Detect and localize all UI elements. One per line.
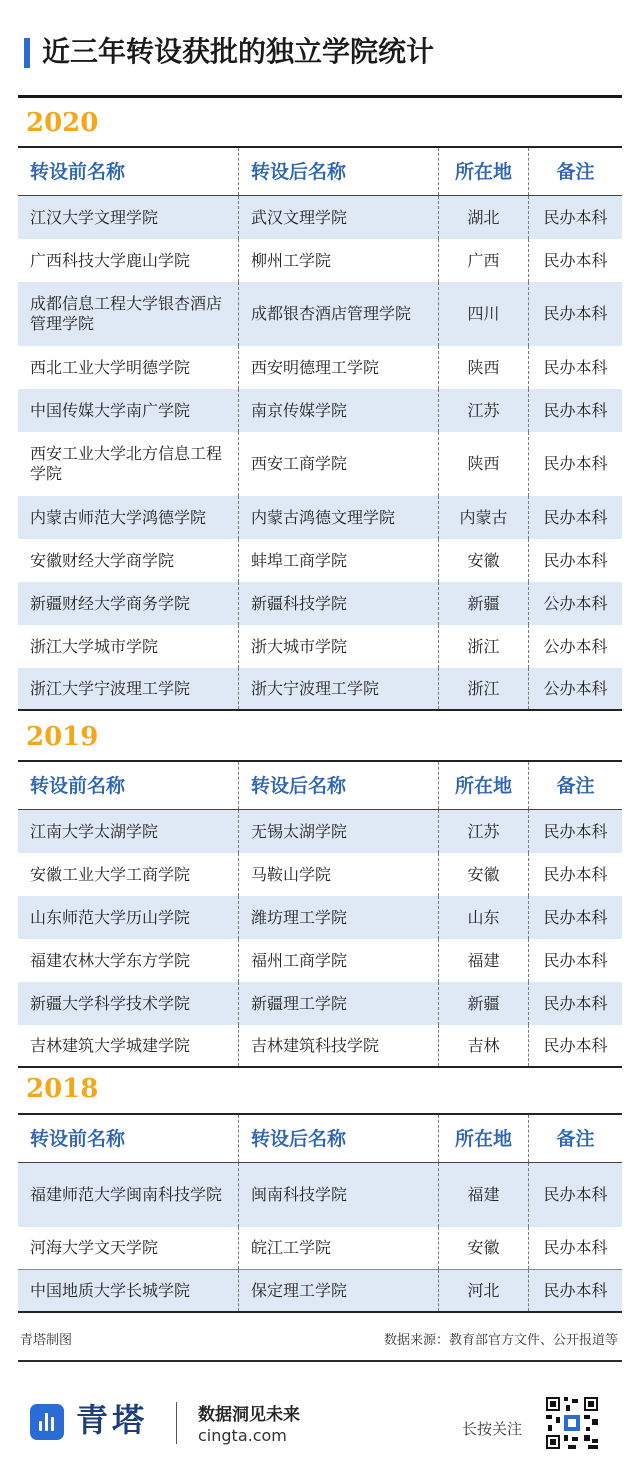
cell-location: 浙江: [438, 625, 528, 668]
table-2018: [18, 1113, 622, 1313]
table-row: [18, 939, 622, 982]
cell-location: 陕西: [438, 432, 528, 496]
brand-footer: [0, 1362, 640, 1480]
cell-before-name: 中国地质大学长城学院: [30, 1280, 191, 1300]
cell-location: 河北: [438, 1270, 528, 1311]
table-header-row: [18, 760, 622, 810]
cell-after-name: 内蒙古鸿德文理学院: [238, 496, 438, 539]
cell-location: 安徽: [438, 539, 528, 582]
cell-remark: 公办本科: [528, 625, 622, 668]
waveform-icon: [30, 1404, 64, 1440]
cell-remark: 民办本科: [528, 539, 622, 582]
cell-after-name: 南京传媒学院: [238, 389, 438, 432]
cell-after-name: 武汉文理学院: [238, 196, 438, 239]
cell-location: 吉林: [438, 1025, 528, 1066]
cell-location: 湖北: [438, 196, 528, 239]
table-row: [18, 1227, 622, 1270]
table-row: [18, 196, 622, 239]
cell-remark: 民办本科: [528, 1163, 622, 1227]
cell-after-name: 柳州工学院: [238, 239, 438, 282]
year-heading-2018: 2018: [26, 1074, 99, 1104]
table-row: [18, 810, 622, 853]
table-row: [18, 496, 622, 539]
cell-before-name: 浙江大学城市学院: [30, 636, 159, 656]
table-row: [18, 1025, 622, 1068]
cell-location: 新疆: [438, 582, 528, 625]
table-row: [18, 582, 622, 625]
cell-before-name: 浙江大学宁波理工学院: [30, 678, 191, 698]
column-header-remark: 备注: [528, 762, 622, 809]
cell-before-name: 吉林建筑大学城建学院: [30, 1035, 191, 1055]
column-header-location: 所在地: [438, 148, 528, 195]
column-header-after-name: 转设后名称: [238, 762, 438, 809]
cell-remark: 民办本科: [528, 1270, 622, 1311]
cell-remark: 民办本科: [528, 982, 622, 1025]
cell-after-name: 马鞍山学院: [238, 853, 438, 896]
cell-remark: 民办本科: [528, 346, 622, 389]
cell-location: 安徽: [438, 853, 528, 896]
title-accent-bar: [24, 38, 30, 68]
cell-after-name: 潍坊理工学院: [238, 896, 438, 939]
brand-divider: [176, 1402, 177, 1444]
column-header-location: 所在地: [438, 762, 528, 809]
table-row: [18, 239, 622, 282]
table-header-row: [18, 1113, 622, 1163]
cell-before-name: 江汉大学文理学院: [30, 207, 159, 227]
cell-remark: 民办本科: [528, 810, 622, 853]
cell-location: 江苏: [438, 810, 528, 853]
cell-remark: 民办本科: [528, 896, 622, 939]
cell-before-name: 中国传媒大学南广学院: [30, 400, 191, 420]
cell-after-name: 西安明德理工学院: [238, 346, 438, 389]
table-row: [18, 346, 622, 389]
table-row: [18, 539, 622, 582]
column-header-remark: 备注: [528, 148, 622, 195]
table-row: [18, 982, 622, 1025]
table-2019: [18, 760, 622, 1068]
cell-after-name: 新疆科技学院: [238, 582, 438, 625]
cell-before-name: 山东师范大学历山学院: [30, 907, 191, 927]
table-row: [18, 853, 622, 896]
column-header-after-name: 转设后名称: [238, 148, 438, 195]
cell-remark: 民办本科: [528, 389, 622, 432]
cell-remark: 民办本科: [528, 239, 622, 282]
cell-location: 安徽: [438, 1227, 528, 1269]
cell-before-name: 福建师范大学闽南科技学院: [30, 1185, 223, 1204]
cell-before-name: 河海大学文天学院: [30, 1238, 159, 1257]
cell-after-name: 新疆理工学院: [238, 982, 438, 1025]
cell-before-name: 新疆财经大学商务学院: [30, 593, 191, 613]
cell-before-name: 内蒙古师范大学鸿德学院: [30, 507, 207, 527]
table-row: [18, 432, 622, 496]
cell-location: 福建: [438, 939, 528, 982]
cell-before-name: 江南大学太湖学院: [30, 821, 159, 841]
cell-remark: 民办本科: [528, 853, 622, 896]
cell-remark: 民办本科: [528, 432, 622, 496]
cell-after-name: 西安工商学院: [238, 432, 438, 496]
table-row: [18, 668, 622, 711]
column-header-before-name: 转设前名称: [30, 1127, 126, 1150]
table-row: [18, 389, 622, 432]
table-header-row: [18, 146, 622, 196]
cell-location: 广西: [438, 239, 528, 282]
cell-remark: 民办本科: [528, 282, 622, 346]
cell-before-name: 西安工业大学北方信息工程学院: [30, 444, 223, 483]
cell-location: 山东: [438, 896, 528, 939]
cell-after-name: 成都银杏酒店管理学院: [238, 282, 438, 346]
cell-remark: 民办本科: [528, 496, 622, 539]
cell-after-name: 浙大宁波理工学院: [238, 668, 438, 709]
column-header-remark: 备注: [528, 1115, 622, 1162]
cell-before-name: 福建农林大学东方学院: [30, 950, 191, 970]
cell-remark: 民办本科: [528, 939, 622, 982]
table-row: [18, 896, 622, 939]
column-header-location: 所在地: [438, 1115, 528, 1162]
chart-credit: 青塔制图: [20, 1333, 73, 1348]
cell-remark: 民办本科: [528, 1227, 622, 1269]
cell-after-name: 闽南科技学院: [238, 1163, 438, 1227]
follow-prompt: 长按关注: [462, 1420, 523, 1438]
cell-after-name: 保定理工学院: [238, 1270, 438, 1311]
brand-name: 青塔: [76, 1401, 149, 1439]
cell-after-name: 福州工商学院: [238, 939, 438, 982]
cell-location: 陕西: [438, 346, 528, 389]
cell-before-name: 安徽财经大学商学院: [30, 550, 175, 570]
cell-location: 福建: [438, 1163, 528, 1227]
cell-before-name: 广西科技大学鹿山学院: [30, 250, 191, 270]
cell-after-name: 浙大城市学院: [238, 625, 438, 668]
table-row: [18, 625, 622, 668]
cell-before-name: 西北工业大学明德学院: [30, 357, 191, 377]
table-row: [18, 1270, 622, 1313]
cell-after-name: 吉林建筑科技学院: [238, 1025, 438, 1066]
cell-remark: 民办本科: [528, 196, 622, 239]
cell-before-name: 安徽工业大学工商学院: [30, 864, 191, 884]
page-header: [18, 30, 622, 98]
table-2020: [18, 146, 622, 711]
cell-before-name: 成都信息工程大学银杏酒店管理学院: [30, 294, 223, 333]
column-header-before-name: 转设前名称: [30, 160, 126, 183]
table-row: [18, 282, 622, 346]
brand-slogan: 数据洞见未来: [198, 1405, 300, 1425]
column-header-before-name: 转设前名称: [30, 774, 126, 797]
year-heading-2020: 2020: [26, 108, 99, 138]
cell-remark: 公办本科: [528, 668, 622, 709]
qr-code-icon[interactable]: [544, 1395, 600, 1451]
cell-remark: 民办本科: [528, 1025, 622, 1066]
year-heading-2019: 2019: [26, 722, 99, 752]
cell-after-name: 皖江工学院: [238, 1227, 438, 1269]
column-header-after-name: 转设后名称: [238, 1115, 438, 1162]
cell-location: 新疆: [438, 982, 528, 1025]
cell-remark: 公办本科: [528, 582, 622, 625]
brand-site[interactable]: cingta.com: [198, 1426, 287, 1445]
cell-location: 浙江: [438, 668, 528, 709]
cell-after-name: 无锡太湖学院: [238, 810, 438, 853]
cell-location: 内蒙古: [438, 496, 528, 539]
table-row: [18, 1163, 622, 1227]
cell-location: 江苏: [438, 389, 528, 432]
cell-after-name: 蚌埠工商学院: [238, 539, 438, 582]
page-title: 近三年转设获批的独立学院统计: [42, 35, 435, 68]
data-source: 数据来源：教育部官方文件、公开报道等: [383, 1333, 618, 1348]
cell-location: 四川: [438, 282, 528, 346]
cell-before-name: 新疆大学科学技术学院: [30, 993, 191, 1013]
